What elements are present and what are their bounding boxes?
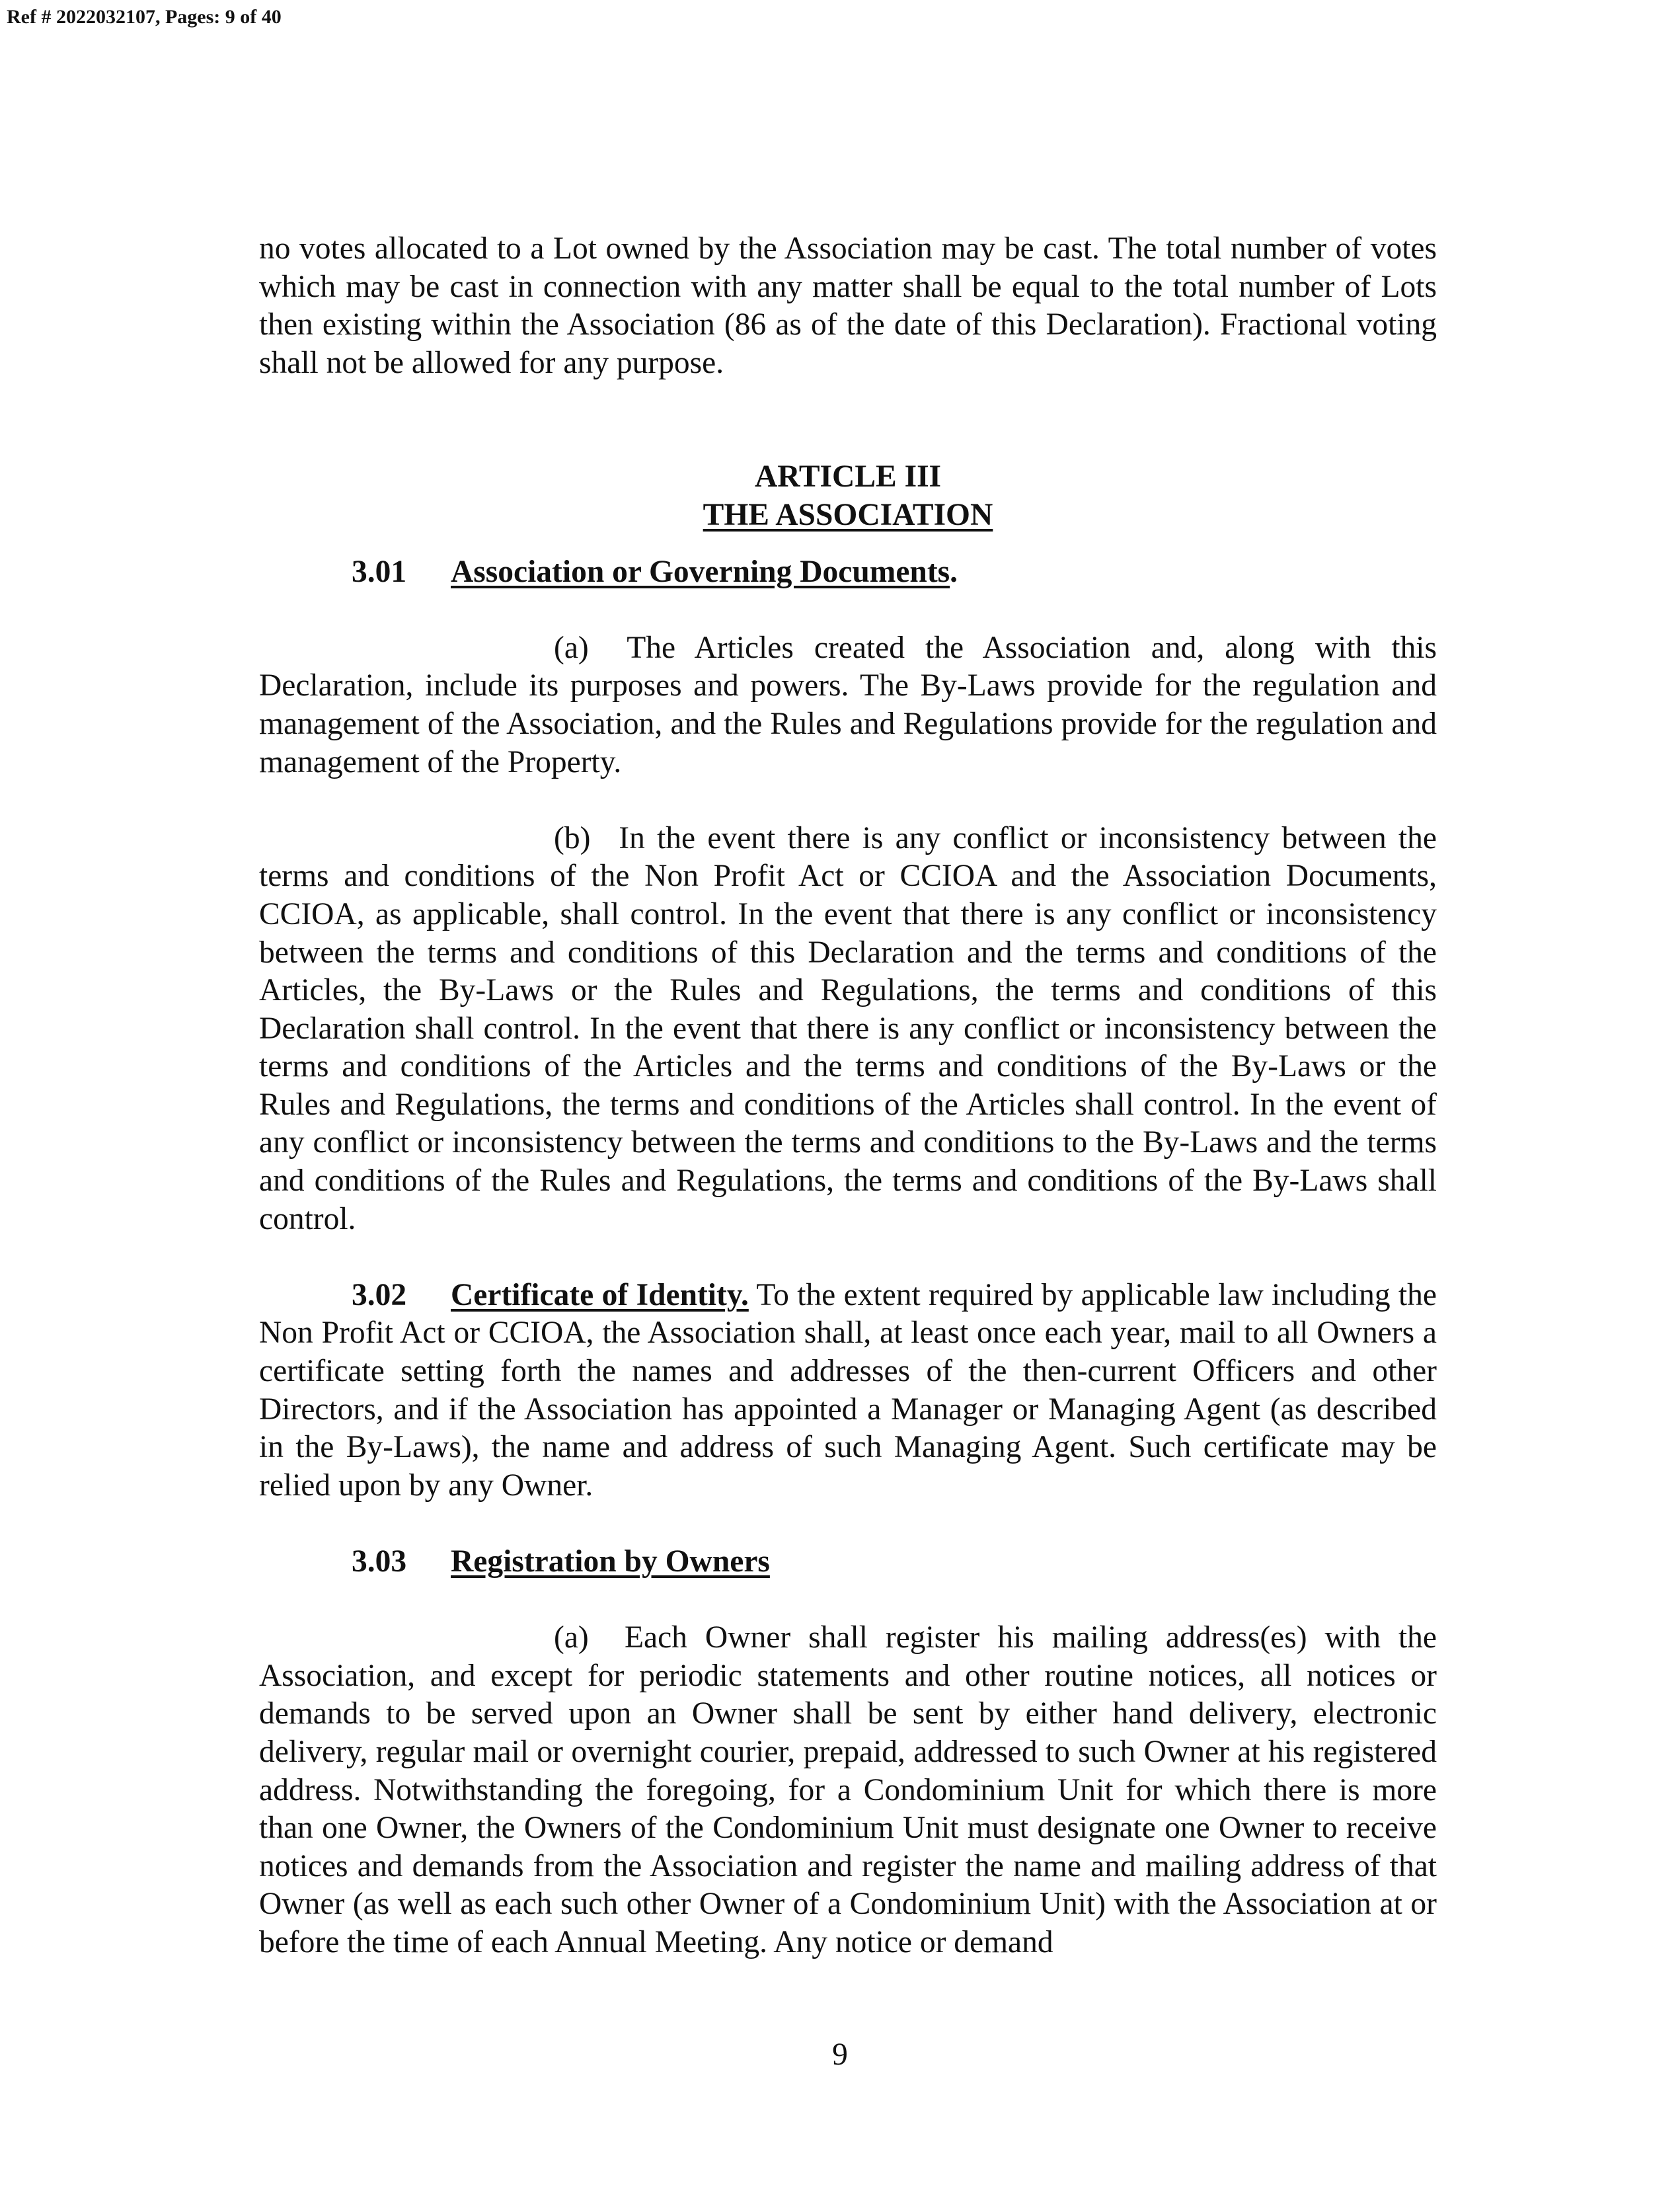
subsection-label: (b) (554, 820, 591, 855)
opening-paragraph: no votes allocated to a Lot owned by the Association may be cast. The total number of votes which may be cast in connection with any matter shall be equal to the total number of Lots then existing within the Association (86 as of the date of this Declaration). Fractional voting shall not be allowed for any purpose. (259, 231, 1437, 380)
section-number: 3.02 (352, 1277, 407, 1312)
section-heading-3-03 (259, 1543, 1437, 1581)
section-number: 3.01 (352, 554, 407, 589)
article-title-line (259, 496, 1437, 535)
section-3-03-subsection-a (259, 1619, 1437, 1961)
section-heading-3-01 (259, 553, 1437, 592)
document-reference-header: Ref # 2022032107, Pages: 9 of 40 (7, 6, 282, 28)
subsection-label: (a) (554, 630, 589, 665)
page-body (259, 230, 1437, 1962)
page-number: 9 (832, 2037, 848, 2072)
article-title: THE ASSOCIATION (703, 497, 993, 532)
subsection-text: Each Owner shall register his mailing address(es) with the Association, and except for periodic statements and other routine notices, all notices or demands to be served upon an Owner shall be sent by either hand delivery, electronic delivery, regular mail or overnight courier, prepaid, addressed to such Owner at his registered address. Notwithstanding the foregoing, for a Condominium Unit for which there is more than one Owner, the Owners of the Condominium Unit must designate one Owner to receive notices and demands from the Association and register the name and mailing address of that Owner (as well as each such other Owner of a Condominium Unit) with the Association at or before the time of each Annual Meeting. Any notice or demand (259, 1620, 1437, 1959)
section-number: 3.03 (352, 1544, 407, 1579)
subsection-text: In the event there is any conflict or inconsistency between the terms and conditions of the Non Profit Act or CCIOA and the Association Documents, CCIOA, as applicable, shall control. In the event that there is any conflict or inconsistency between the terms and conditions of this Declaration and the terms and conditions of the Articles, the By-Laws or the Rules and Regulations, the terms and conditions of this Declaration shall control. In the event that there is any conflict or inconsistency between the terms and conditions of the Articles and the terms and conditions of the By-Laws or the Rules and Regulations, the terms and conditions of the Articles shall control. In the event of any conflict or inconsistency between the terms and conditions to the By-Laws and the terms and conditions of the Rules and Regulations, the terms and conditions of the By-Laws shall control. (259, 820, 1437, 1236)
section-3-02 (259, 1277, 1437, 1505)
subsection-label: (a) (554, 1620, 589, 1655)
subsection-text: The Articles created the Association and, along with this Declaration, include its purposes and powers. The By-Laws provide for the regulation and management of the Association, and the Rules and Regulations provide for the regulation and management of the Property. (259, 630, 1437, 779)
section-title: Registration by Owners (451, 1544, 770, 1579)
section-text: To the extent required by applicable law including the Non Profit Act or CCIOA, the Association shall, at least once each year, mail to all Owners a certificate setting forth the names and addresses of the then-current Officers and other Directors, and if the Association has appointed a Manager or Managing Agent (as described in the By-Laws), the name and address of such Managing Agent. Such certificate may be relied upon by any Owner. (259, 1277, 1437, 1503)
section-title-punctuation: . (950, 554, 958, 589)
section-title: Association or Governing Documents (451, 554, 950, 589)
section-3-01-subsection-b (259, 820, 1437, 1239)
section-3-01-subsection-a (259, 629, 1437, 781)
section-title: Certificate of Identity. (451, 1277, 749, 1312)
article-number: ARTICLE III (754, 459, 942, 494)
